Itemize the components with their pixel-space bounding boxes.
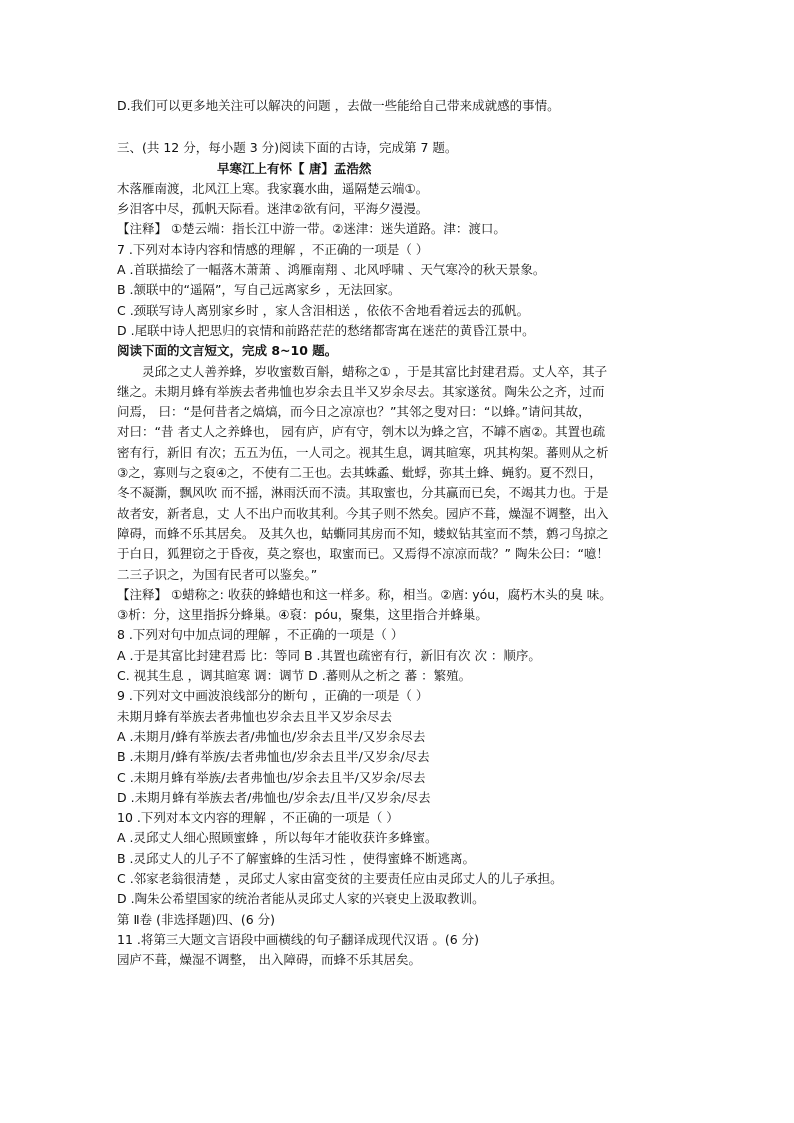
q10-option-c: C .邻家老翁很清楚 ，灵邱丈人家由富变贫的主要责任应由灵邱丈人的儿子承担。 xyxy=(117,870,563,886)
q9-option-d: D .未期月蜂有举族去者/弗恤也/岁余去/且半/又岁余/尽去 xyxy=(117,789,431,805)
q8-options-cd: C. 视其生息 ，调其暄寒 调：调节 D .蕃则从之析之 蕃 ：繁殖。 xyxy=(117,668,472,684)
passage-instruction: 阅读下面的文言短文，完成 8~10 题。 xyxy=(117,343,338,359)
passage-line-1: 灵邱之丈人善养蜂，岁收蜜数百斛，蜡称之① ，于是其富比封建君焉。丈人卒，其子 xyxy=(142,363,608,379)
poem-title-text: 早寒江上有怀【 唐】孟浩然 xyxy=(217,160,372,176)
q9-option-b: B .未期月/蜂有举族/去者弗恤也/岁余去且半/又岁余/尽去 xyxy=(117,749,430,765)
q11-sentence: 园庐不葺，燥湿不调整， 出入障碍，而蜂不乐其居矣。 xyxy=(117,952,421,968)
q9-sentence: 未期月蜂有举族去者弗恤也岁余去且半又岁余尽去 xyxy=(117,708,393,724)
spacer xyxy=(117,116,677,138)
q7-option-a: A .首联描绘了一幅落木萧萧 、鸿雁南翔 、北风呼啸 、天气寒冷的秋天景象。 xyxy=(117,262,546,278)
passage-line-10: 于白日，狐狸窃之于昏夜，莫之察也，取蜜而已。又焉得不凉凉而哉？” 陶朱公曰：“噫！ xyxy=(117,546,609,562)
passage-line-9: 障碍，而蜂不乐其居矣。 及其久也，蛄蟖同其房而不知，蝼蚁钻其室而不禁，鹩刁鸟掠之 xyxy=(117,525,609,541)
q10-option-a: A .灵邱丈人细心照顾蜜蜂 ，所以每年才能收获许多蜂蜜。 xyxy=(117,830,438,846)
poem-notes: 【注释】 ①楚云端：指长江中游一带。②迷津：迷失道路。津：渡口。 xyxy=(117,221,506,237)
poem-title xyxy=(117,159,677,179)
poem-line-2: 乡泪客中尽，孤帆天际看。迷津②欲有问，平海夕漫漫。 xyxy=(117,201,429,217)
passage-line-7: 冬不凝澌，飘风吹 而不摇，淋雨沃而不渍。其取蜜也，分其赢而已矣，不竭其力也。于是 xyxy=(117,485,609,501)
passage-line-2: 继之。未期月蜂有举族去者弗恤也岁余去且半又岁余尽去。其家遂贫。陶朱公之齐，过而 xyxy=(117,383,605,399)
passage-line-3: 问焉， 曰：“是何昔者之熇熇，而今日之凉凉也？”其邻之叟对曰：“以蜂。”请问其故， xyxy=(117,404,591,420)
q8-options-ab: A .于是其富比封建君焉 比：等同 B .其置也疏密有行，新旧有次 次 ：顺序。 xyxy=(117,647,541,663)
question-11: 11 .将第三大题文言语段中画横线的句子翻译成现代汉语 。(6 分) xyxy=(117,931,480,947)
q7-option-c: C .颈联写诗人离别家乡时 ，家人含泪相送 ，依依不舍地看着远去的孤帆。 xyxy=(117,302,530,318)
section-three-heading: 三、(共 12 分，每小题 3 分)阅读下面的古诗，完成第 7 题。 xyxy=(117,140,458,156)
passage-line-8: 故者安，新者息，丈 人不出户而收其利。今其子则不然矣。园庐不葺，燥湿不调整，出入 xyxy=(117,505,609,521)
q7-option-d: D .尾联中诗人把思归的哀情和前路茫茫的愁绪都寄寓在迷茫的黄昏江景中。 xyxy=(117,322,535,338)
question-9: 9 .下列对文中画波浪线部分的断句 ，正确的一项是（ ） xyxy=(117,688,429,704)
poem-line-1: 木落雁南渡，北风江上寒。我家襄水曲，遥隔楚云端①。 xyxy=(117,180,429,196)
passage-notes-1: 【注释】 ①蜡称之: 收获的蜂蜡也和这一样多。称，相当。②庮: yóu，腐朽木头的臭 味。 xyxy=(117,586,612,602)
passage-line-5: 密有行，新旧 有次；五五为伍，一人司之。视其生息，调其暄寒，巩其构架。蕃则从之析 xyxy=(117,444,609,460)
option-d-previous: D.我们可以更多地关注可以解决的问题 ，去做一些能给自己带来成就感的事情。 xyxy=(117,98,560,113)
q7-option-b: B .颔联中的“遥隔”，写自己远离家乡 ，无法回家。 xyxy=(117,282,401,298)
q10-option-d: D .陶朱公希望国家的统治者能从灵邱丈人家的兴衰史上汲取教训。 xyxy=(117,891,485,907)
passage-line-11: 二三子识之，为国有民者可以鉴矣。” xyxy=(117,566,318,582)
exam-content xyxy=(117,96,677,970)
question-7: 7 .下列对本诗内容和情感的理解 ，不正确的一项是（ ） xyxy=(117,241,429,257)
passage-notes-2: ③析：分，这里指拆分蜂巢。④裒：póu，聚集，这里指合并蜂巢。 xyxy=(117,607,488,623)
q9-option-c: C .未期月蜂有举族/去者弗恤也/岁余去且半/又岁余/尽去 xyxy=(117,769,426,785)
q9-option-a: A .未期月/蜂有举族去者/弗恤也/岁余去且半/又岁余尽去 xyxy=(117,728,426,744)
passage-line-4: 对曰：“昔 者丈人之养蜂也， 园有庐，庐有守，刳木以为蜂之宫，不罅不庮②。其置也疏 xyxy=(117,424,606,440)
question-8: 8 .下列对句中加点词的理解 ，不正确的一项是（ ） xyxy=(117,627,404,643)
passage-line-6: ③之，寡则与之裒④之，不使有二王也。去其蛛蟊、蚍蜉，弥其土蜂、蝇豹。夏不烈日， xyxy=(117,465,602,481)
q10-option-b: B .灵邱丈人的儿子不了解蜜蜂的生活习性 ，使得蜜蜂不断逃离。 xyxy=(117,850,475,866)
question-10: 10 .下列对本文内容的理解 ，不正确的一项是（ ） xyxy=(117,810,399,826)
part-two-heading: 第 Ⅱ卷 (非选择题)四、(6 分) xyxy=(117,911,276,927)
